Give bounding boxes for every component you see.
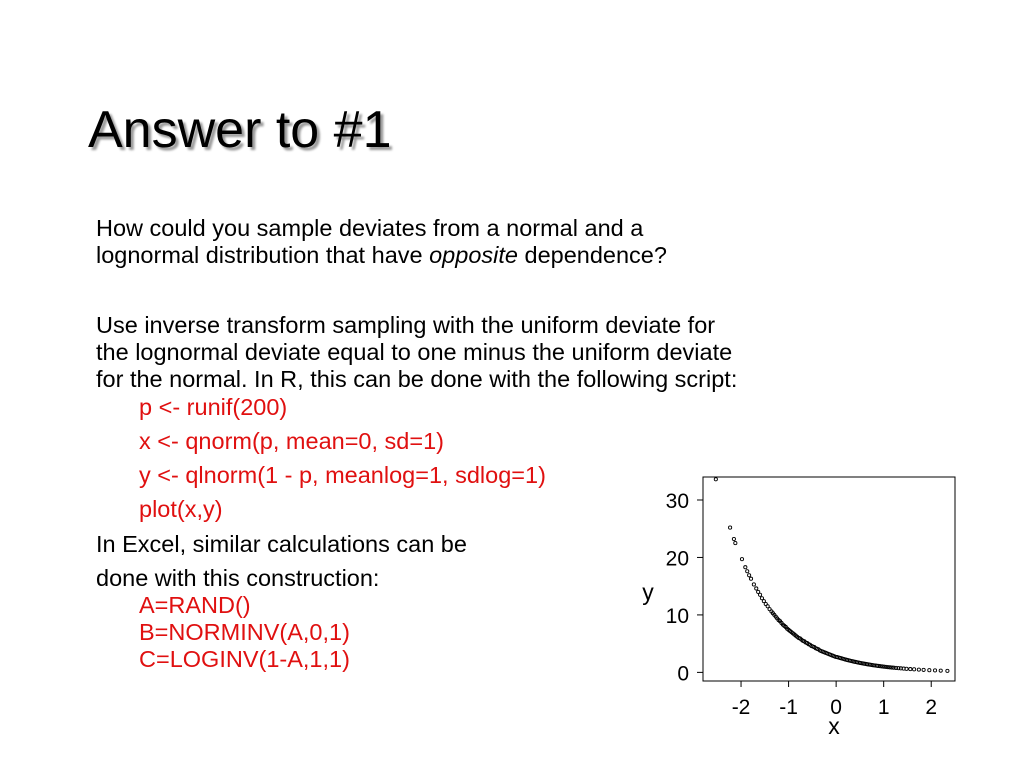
- x-axis-label: x: [828, 713, 840, 739]
- question-text-post: dependence?: [517, 242, 667, 268]
- emphasis-opposite: opposite: [429, 242, 518, 268]
- data-point: [748, 574, 751, 577]
- data-point: [714, 478, 717, 481]
- answer-line-1: Use inverse transform sampling with the uniform deviate for: [96, 312, 716, 338]
- excel-code-line-3: C=LOGINV(1-A,1,1): [139, 646, 350, 672]
- data-point: [734, 541, 737, 544]
- data-point: [758, 593, 761, 596]
- question-text-pre: lognormal distribution that have: [96, 242, 430, 268]
- y-axis-label: y: [642, 579, 654, 605]
- answer-line-3: for the normal. In R, this can be done with the following script:: [96, 366, 738, 392]
- data-point: [732, 537, 735, 540]
- data-point: [922, 668, 925, 671]
- answer-line-2: the lognormal deviate equal to one minus the uniform deviate: [96, 339, 733, 365]
- x-tick-label: -1: [779, 696, 798, 719]
- data-points: [714, 478, 949, 673]
- data-point: [744, 566, 747, 569]
- data-point: [928, 669, 931, 672]
- x-tick-label: -2: [731, 696, 751, 719]
- data-point: [933, 669, 936, 672]
- data-point: [752, 583, 755, 586]
- data-point: [729, 526, 732, 529]
- data-point: [917, 668, 920, 671]
- x-tick-label: 0: [830, 696, 842, 719]
- data-point: [749, 577, 752, 580]
- slide-title: Answer to #1: [88, 101, 392, 159]
- data-point: [939, 669, 942, 672]
- y-tick-label: 30: [665, 489, 689, 513]
- data-point: [909, 668, 912, 671]
- question-line-1: How could you sample deviates from a normal and a: [96, 215, 644, 241]
- excel-line-2: done with this construction:: [96, 565, 380, 591]
- r-code-line-4: plot(x,y): [139, 496, 223, 522]
- r-code-line-2: x <- qnorm(p, mean=0, sd=1): [139, 428, 444, 454]
- x-tick-label: 2: [925, 696, 938, 719]
- y-tick-label: 20: [665, 547, 689, 571]
- data-point: [946, 669, 949, 672]
- y-tick-label: 10: [665, 604, 689, 628]
- y-axis: [666, 490, 703, 685]
- r-code-line-1: p <- runif(200): [139, 394, 288, 420]
- excel-line-1: In Excel, similar calculations can be: [96, 531, 467, 557]
- x-tick-label: 1: [877, 696, 890, 719]
- excel-code-line-1: A=RAND(): [139, 592, 251, 618]
- excel-code-line-2: B=NORMINV(A,0,1): [139, 619, 350, 645]
- data-point: [755, 587, 758, 590]
- data-point: [740, 558, 743, 561]
- data-point: [746, 570, 749, 573]
- plot-frame: [703, 477, 955, 681]
- data-point: [913, 668, 916, 671]
- y-tick-label: 0: [677, 662, 689, 686]
- r-code-line-3: y <- qlnorm(1 - p, meanlog=1, sdlog=1): [139, 462, 546, 488]
